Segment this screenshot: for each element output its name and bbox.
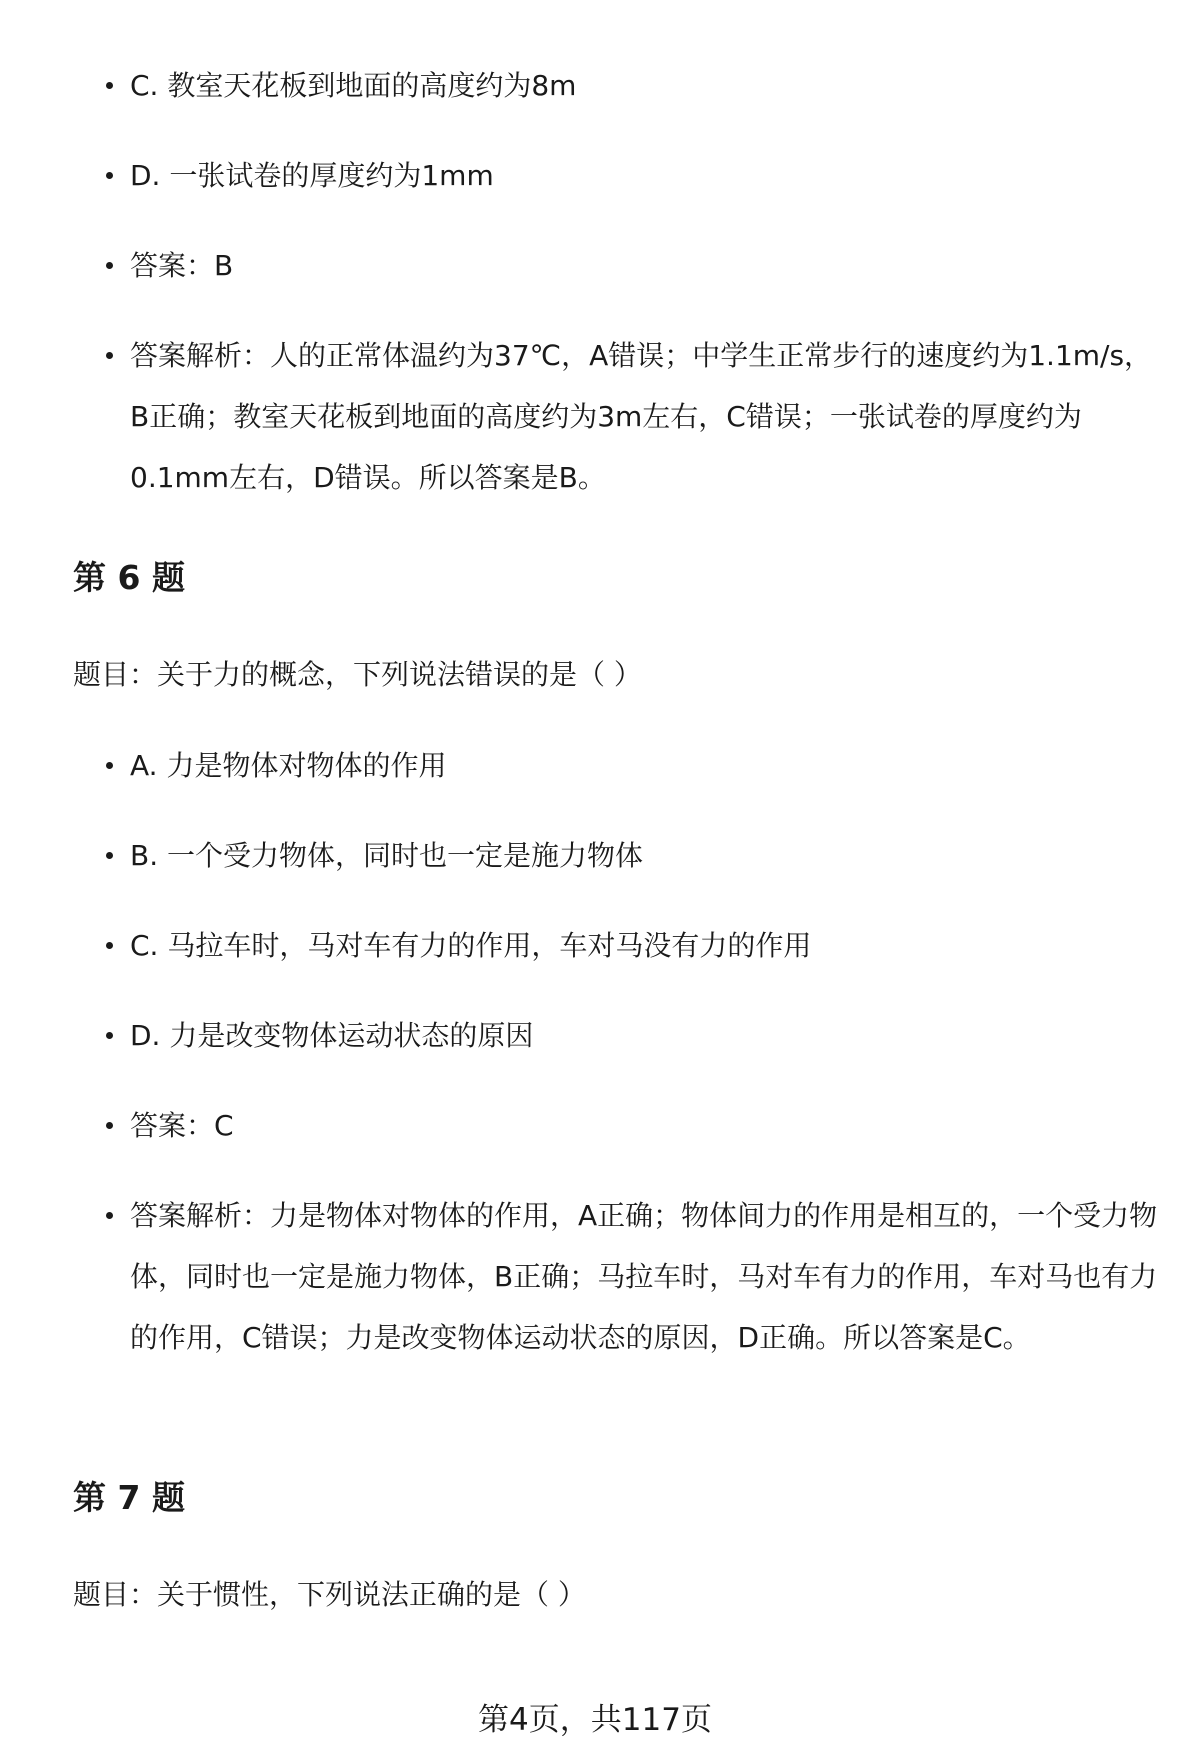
question-6-option-a: A. 力是物体对物体的作用 bbox=[130, 735, 1170, 796]
question-7-stem: 题目：关于惯性，下列说法正确的是（ ） bbox=[73, 1578, 586, 1611]
question-6-answer-explanation: 答案解析：力是物体对物体的作用，A正确；物体间力的作用是相互的，一个受力物体，同时也一定是施力物体，B正确；马拉车时，马对车有力的作用，车对马也有力的作用，C错误；力是改变物体运动状态的原因，D正确。所以答案是C。 bbox=[130, 1185, 1170, 1368]
question-7-heading: 第 7 题 bbox=[73, 1478, 185, 1517]
question-6-option-c: C. 马拉车时，马对车有力的作用，车对马没有力的作用 bbox=[130, 915, 1170, 976]
question-6-option-d: D. 力是改变物体运动状态的原因 bbox=[130, 1005, 1170, 1066]
option-d: D. 一张试卷的厚度约为1mm bbox=[130, 145, 1170, 206]
answer: 答案：B bbox=[130, 235, 1170, 296]
question-6-option-b: B. 一个受力物体，同时也一定是施力物体 bbox=[130, 825, 1170, 886]
question-6-heading: 第 6 题 bbox=[73, 558, 185, 597]
option-c: C. 教室天花板到地面的高度约为8m bbox=[130, 55, 1170, 116]
question-6-answer: 答案：C bbox=[130, 1095, 1170, 1156]
answer-explanation: 答案解析：人的正常体温约为37℃，A错误；中学生正常步行的速度约为1.1m/s，B正确；教室天花板到地面的高度约为3m左右，C错误；一张试卷的厚度约为0.1mm左右，D错误。所以答案是B。 bbox=[130, 325, 1170, 508]
question-6-stem: 题目：关于力的概念，下列说法错误的是（ ） bbox=[73, 658, 642, 691]
page-number-footer: 第4页，共117页 bbox=[478, 1702, 712, 1738]
